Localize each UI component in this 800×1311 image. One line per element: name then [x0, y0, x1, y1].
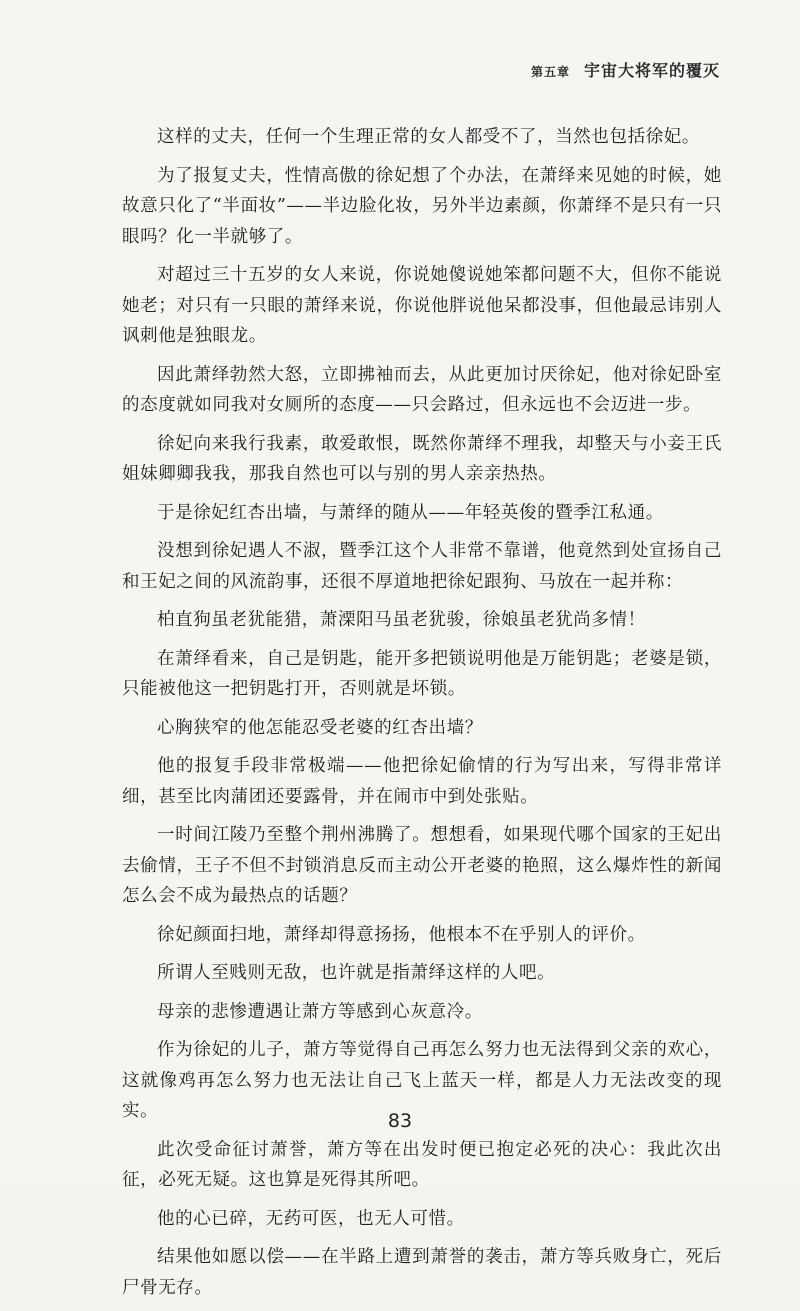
- paragraph: 在萧绎看来，自己是钥匙，能开多把锁说明他是万能钥匙；老婆是锁，只能被他这一把钥匙打开，否则就是坏锁。: [122, 648, 722, 699]
- paragraph: 于是徐妃红杏出墙，与萧绎的随从——年轻英俊的暨季江私通。: [157, 502, 664, 523]
- paragraph: 一时间江陵乃至整个荆州沸腾了。想想看，如果现代哪个国家的王妃出去偷情，王子不但不封锁消息反而主动公开老婆的艳照，这么爆炸性的新闻怎么会不成为最热点的话题？: [122, 825, 722, 906]
- paragraph: 为了报复丈夫，性情高傲的徐妃想了个办法，在萧绎来见她的时候，她故意只化了“半面妆”——半边脸化妆，另外半边素颜，你萧绎不是只有一只眼吗？化一半就够了。: [122, 165, 722, 247]
- paragraph: 徐妃颜面扫地，萧绎却得意扬扬，他根本不在乎别人的评价。: [157, 924, 646, 945]
- page-number: 83: [387, 1110, 413, 1132]
- chapter-label: 第五章: [530, 65, 570, 79]
- paragraph: 心胸狭窄的他怎能忍受老婆的红杏出墙？: [157, 717, 483, 738]
- paragraph: 徐妃向来我行我素，敢爱敢恨，既然你萧绎不理我，却整天与小妾王氏姐妹卿卿我我，那我自然也可以与别的男人亲亲热热。: [122, 433, 722, 484]
- paragraph: 因此萧绎勃然大怒，立即拂袖而去，从此更加讨厌徐妃，他对徐妃卧室的态度就如同我对女厕所的态度——只会路过，但永远也不会迈进一步。: [122, 364, 722, 415]
- paragraph: 没想到徐妃遇人不淑，暨季江这个人非常不靠谱，他竟然到处宣扬自己和王妃之间的风流韵事，还很不厚道地把徐妃跟狗、马放在一起并称：: [122, 541, 722, 592]
- chapter-title: 宇宙大将军的覆灭: [583, 61, 720, 80]
- paragraph: 他的心已碎，无药可医，也无人可惜。: [157, 1208, 465, 1229]
- paragraph: 作为徐妃的儿子，萧方等觉得自己再怎么努力也无法得到父亲的欢心，这就像鸡再怎么努力也无法让自己飞上蓝天一样，都是人力无法改变的现实。: [122, 1040, 722, 1121]
- paragraph: 对超过三十五岁的女人来说，你说她傻说她笨都问题不大，但你不能说她老；对只有一只眼的萧绎来说，你说他胖说他呆都没事，但他最忌讳别人讽刺他是独眼龙。: [122, 265, 722, 346]
- paragraph-quote: 柏直狗虽老犹能猎，萧溧阳马虽老犹骏，徐娘虽老犹尚多情！: [157, 610, 646, 630]
- running-head: [531, 58, 720, 81]
- paragraph: 这样的丈夫，任何一个生理正常的女人都受不了，当然也包括徐妃。: [157, 127, 700, 147]
- paragraph: 他的报复手段非常极端——他把徐妃偷情的行为写出来，写得非常详细，甚至比肉蒲团还要露骨，并在闹市中到处张贴。: [122, 756, 722, 807]
- paragraph: 结果他如愿以偿——在半路上遭到萧誉的袭击，萧方等兵败身亡，死后尸骨无存。: [122, 1247, 722, 1298]
- paragraph: 此次受命征讨萧誉，萧方等在出发时便已抱定必死的决心：我此次出征，必死无疑。这也算是死得其所吧。: [122, 1139, 722, 1190]
- paragraph: 所谓人至贱则无敌，也许就是指萧绎这样的人吧。: [157, 963, 556, 983]
- body-text: [122, 122, 722, 1311]
- paragraph: 母亲的悲惨遭遇让萧方等感到心灰意冷。: [157, 1001, 483, 1022]
